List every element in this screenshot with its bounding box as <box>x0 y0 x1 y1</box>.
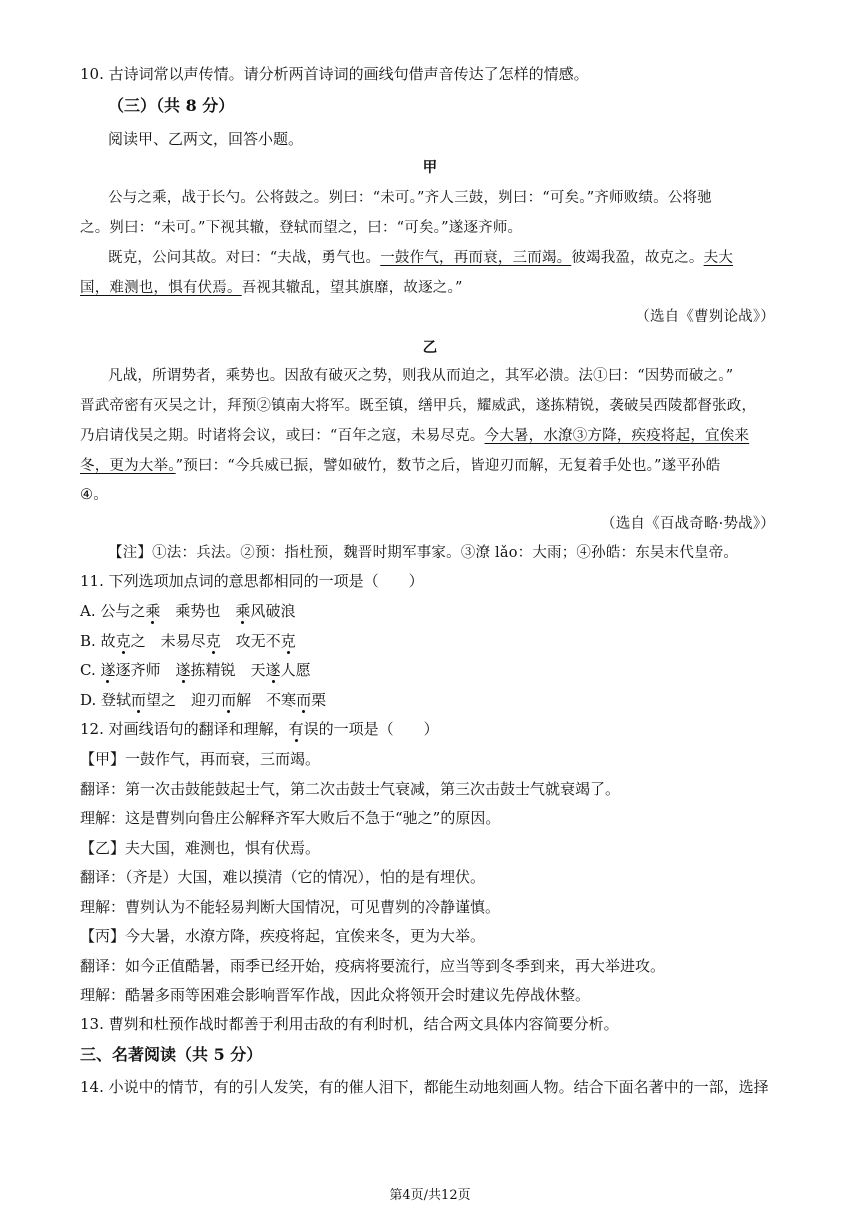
dotted-word: 遂 <box>100 661 116 679</box>
passage-yi-source: （选自《百战奇略·势战》） <box>601 516 775 532</box>
underlined-sentence: 夫大 <box>703 250 734 266</box>
dotted-word: 乘 <box>235 602 251 620</box>
question-12-stem <box>80 719 439 739</box>
text-span: 风破浪 <box>250 602 296 620</box>
underlined-sentence: 今大暑，水潦③方降，疾疫将起，宜俟来 <box>484 428 750 444</box>
dotted-word: 而 <box>131 691 147 709</box>
dotted-word: 有 <box>288 720 304 738</box>
passage-jia-source: （选自《曹刿论战》） <box>635 309 775 325</box>
page-footer: 第4页/共12页 <box>389 1188 471 1203</box>
option-yi-translation: 翻译：（齐是）大国，难以摸清（它的情况），怕的是有埋伏。 <box>80 868 486 886</box>
text-span: 误的一项是（ ） <box>303 720 439 738</box>
option-yi-understanding: 理解：曹刿认为不能轻易判断大国情况，可见曹刿的冷静谨慎。 <box>80 898 501 916</box>
dotted-word: 乘 <box>145 602 161 620</box>
dotted-word: 克 <box>205 632 221 650</box>
option-yi-label: 【乙】夫大国，难测也，惧有伏焉。 <box>80 839 321 857</box>
text-span: C. <box>80 661 101 679</box>
section-mingzhu-header: 三、名著阅读（共 5 分） <box>80 1045 263 1064</box>
text-span: 望之 迎刃 <box>146 691 222 709</box>
question-14: 14. 小说中的情节，有的引人发笑，有的催人泪下，都能生动地刻画人物。结合下面名著中的一部，选择 <box>80 1078 769 1096</box>
passage-yi-line: ④。 <box>80 487 108 503</box>
option-jia-understanding: 理解：这是曹刿向鲁庄公解释齐军大败后不急于“驰之”的原因。 <box>80 809 501 827</box>
passage-yi-title: 乙 <box>422 339 438 356</box>
question-13: 13. 曹刿和杜预作战时都善于利用击敌的有利时机，结合两文具体内容简要分析。 <box>80 1015 619 1033</box>
question-10: 10. 古诗词常以声传情。请分析两首诗词的画线句借声音传达了怎样的情感。 <box>80 65 589 83</box>
text-span: 攻无不 <box>220 632 281 650</box>
dotted-word: 而 <box>296 691 312 709</box>
passage-jia-line: 之。刿曰：“未可。”下视其辙，登轼而望之，曰：“可矣。”遂逐齐师。 <box>80 220 523 236</box>
reading-intro: 阅读甲、乙两文，回答小题。 <box>108 130 304 148</box>
text-span: 之 未易尽 <box>130 632 206 650</box>
text-span: 乃启请伐吴之期。时诸将会议，或曰：“百年之寇，未易尽克。 <box>80 428 485 444</box>
underlined-sentence: 冬，更为大举。 <box>80 458 176 474</box>
underlined-sentence: 一鼓作气，再而衰，三而竭。 <box>380 250 572 266</box>
option-bing-label: 【丙】今大暑，水潦方降，疾疫将起，宜俟来冬，更为大举。 <box>80 927 486 945</box>
passage-jia-line <box>108 248 733 268</box>
passage-jia-title: 甲 <box>422 159 438 176</box>
underlined-sentence: 国，难测也，惧有伏焉。 <box>80 280 242 296</box>
section-3-header: （三）（共 8 分） <box>108 96 235 115</box>
text-span: 彼竭我盈，故克之。 <box>571 250 704 266</box>
dotted-word: 克 <box>280 632 296 650</box>
question-11-option-d <box>80 690 326 710</box>
text-span: D. 登轼 <box>80 691 132 709</box>
text-span: 人愿 <box>280 661 311 679</box>
text-span: 拣精锐 天 <box>190 661 266 679</box>
dotted-word: 克 <box>115 632 131 650</box>
dotted-word: 遂 <box>175 661 191 679</box>
passage-yi-line: 晋武帝密有灭吴之计，拜预②镇南大将军。既至镇，缮甲兵，耀威武，遂拣精锐，袭破吴西陵都督张政， <box>80 398 757 414</box>
dotted-word: 而 <box>221 691 237 709</box>
option-jia-translation: 翻译：第一次击鼓能鼓起士气，第二次击鼓士气衰减，第三次击鼓士气就衰竭了。 <box>80 780 621 798</box>
option-jia-label: 【甲】一鼓作气，再而衰，三而竭。 <box>80 750 321 768</box>
passage-yi-line <box>80 426 749 446</box>
passage-yi-line: 凡战，所谓势者，乘势也。因敌有破灭之势，则我从而迫之，其军必溃。法①曰：“因势而破之。” <box>108 368 734 384</box>
question-11-option-c <box>80 660 311 680</box>
text-span: 12. 对画线语句的翻译和理解， <box>80 720 289 738</box>
question-11-stem: 11. 下列选项加点词的意思都相同的一项是（ ） <box>80 572 424 590</box>
passage-jia-line <box>80 278 463 298</box>
text-span: 栗 <box>311 691 327 709</box>
text-span: A. 公与之 <box>80 602 146 620</box>
option-bing-understanding: 理解：酷暑多雨等困难会影响晋军作战，因此众将领开会时建议先停战休整。 <box>80 986 591 1004</box>
text-span: ”预曰：“今兵威已振，譬如破竹，数节之后，皆迎刃而解，无复着手处也。”遂平孙皓 <box>175 458 721 474</box>
passage-jia-line: 公与之乘，战于长勺。公将鼓之。刿曰：“未可。”齐人三鼓，刿曰：“可矣。”齐师败绩。公将驰 <box>108 190 712 206</box>
text-span: 吾视其辙乱，望其旗靡，故逐之。” <box>241 280 463 296</box>
option-bing-translation: 翻译：如今正值酷暑，雨季已经开始，疫病将要流行，应当等到冬季到来，再大举进攻。 <box>80 957 666 975</box>
text-span: 逐齐师 <box>115 661 176 679</box>
text-span: 势也 <box>190 602 236 620</box>
text-span: 解 不寒 <box>236 691 297 709</box>
text-span: B. 故 <box>80 632 116 650</box>
question-11-option-b <box>80 631 296 651</box>
annotation-note: 【注】①法：兵法。②预：指杜预，魏晋时期军事家。③潦 lǎo：大雨；④孙皓：东吴末代皇帝。 <box>108 545 739 561</box>
text-span: 既克，公问其故。对曰：“夫战，勇气也。 <box>108 250 381 266</box>
text-span: 乘 <box>160 602 191 620</box>
passage-yi-line <box>80 456 720 476</box>
question-11-option-a <box>80 601 295 621</box>
dotted-word: 遂 <box>265 661 281 679</box>
